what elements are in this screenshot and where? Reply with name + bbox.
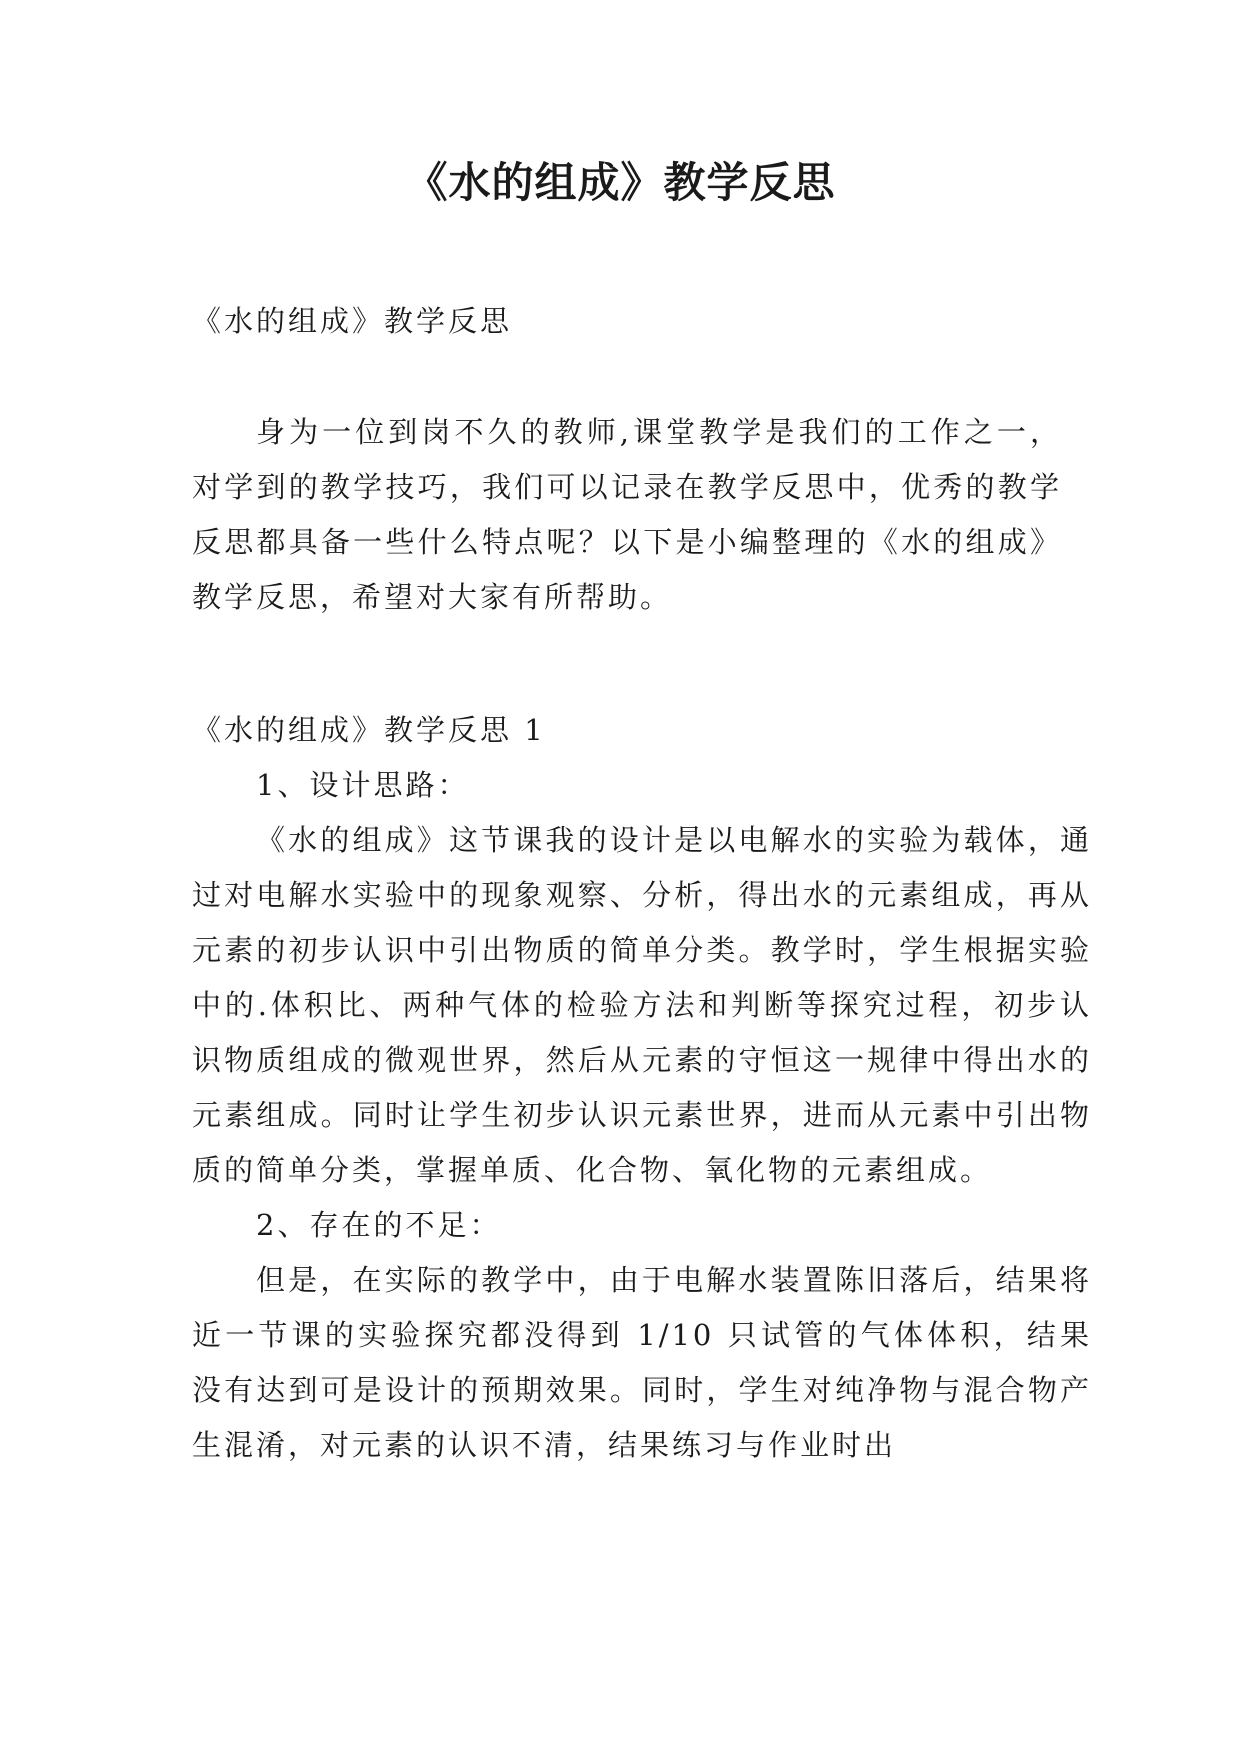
issues-title: 2、存在的不足： [256, 1208, 502, 1242]
design-paragraph: 《水的组成》这节课我的设计是以电解水的实验为载体，通过对电解水实验中的现象观察、分析，得出水的元素组成，再从元素的初步认识中引出物质的简单分类。教学时，学生根据实验中的.体积比、两种气体的检验方法和判断等探究过程，初步认识物质组成的微观世界，然后从元素的守恒这一规律中得出水的元素组成。同时让学生初步认识元素世界，进而从元素中引出物质的简单分类，掌握单质、化合物、氧化物的元素组成。 [192, 823, 1092, 1187]
section-heading: 《水的组成》教学反思 1 [192, 713, 546, 747]
intro-paragraph: 身为一位到岗不久的教师,课堂教学是我们的工作之一，对学到的教学技巧，我们可以记录在教学反思中，优秀的教学反思都具备一些什么特点呢？以下是小编整理的《水的组成》教学反思，希望对大家有所帮助。 [192, 415, 1062, 614]
issues-paragraph: 但是，在实际的教学中，由于电解水装置陈旧落后，结果将近一节课的实验探究都没得到 1/10 只试管的气体体积，结果没有达到可是设计的预期效果。同时，学生对纯净物与混合物产生混淆，对元素的认识不清，结果练习与作业时出 [192, 1263, 1092, 1462]
document-subtitle: 《水的组成》教学反思 [192, 304, 513, 338]
document-title: 《水的组成》教学反思 [405, 158, 836, 207]
design-title: 1、设计思路： [256, 768, 470, 802]
reflection-section-1 [192, 703, 1092, 1473]
